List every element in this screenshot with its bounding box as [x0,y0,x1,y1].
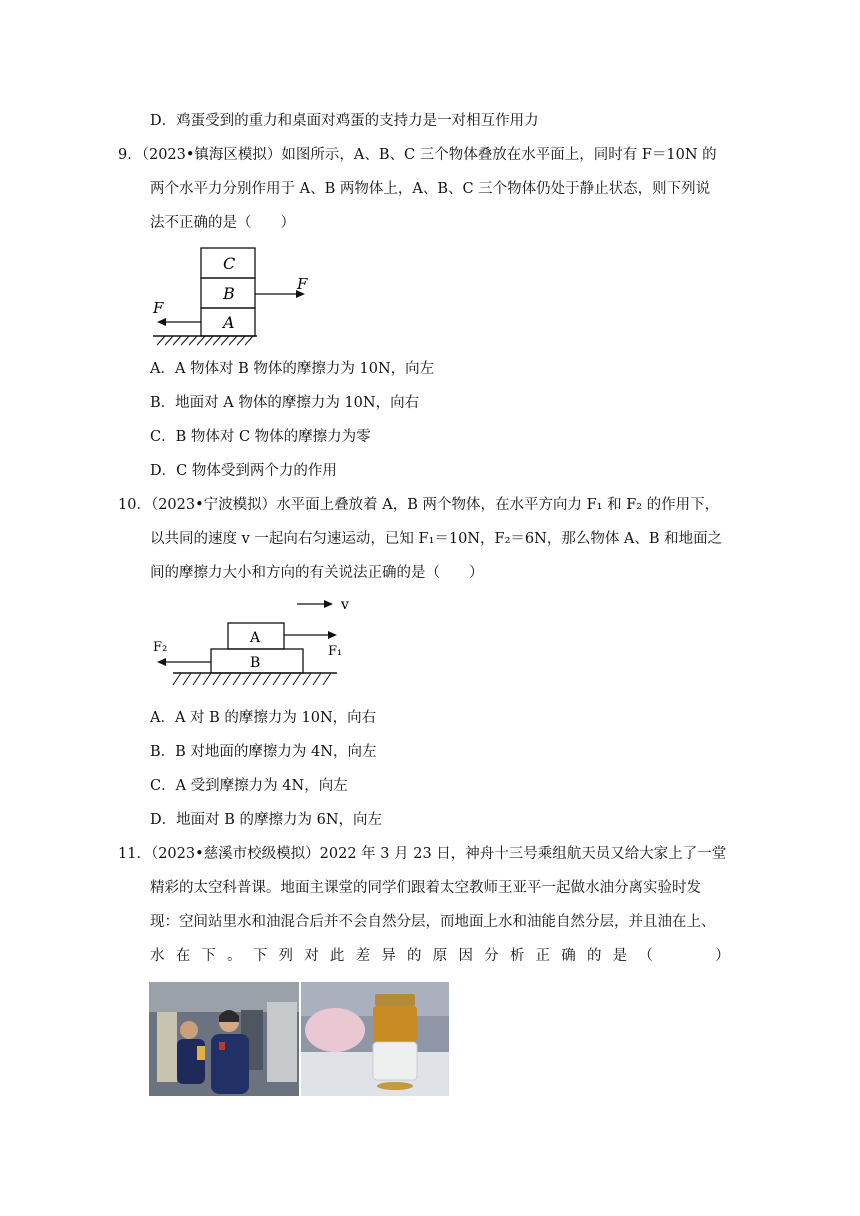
q9-option-c: C．B 物体对 C 物体的摩擦力为零 [150,429,371,445]
ground-hatch [173,673,331,685]
q9-stem-line3: 法不正确的是（ ） [150,215,295,231]
q11-stem-line3: 现：空间站里水和油混合后并不会自然分层，而地面上水和油能自然分层，并且油在上、 [150,914,716,930]
q10-stem-line2: 以共同的速度 v 一起向右匀速运动，已知 F₁＝10N，F₂＝6N，那么物体 A、B 和地面之 [150,531,723,547]
q10-option-b: B．B 对地面的摩擦力为 4N，向左 [150,744,377,760]
q9-figure-stacked-blocks [145,243,325,353]
q11-stem-line2: 精彩的太空科普课。地面主课堂的同学们跟着太空教师王亚平一起做水油分离实验时发 [150,880,701,896]
q10-option-a: A．A 对 B 的摩擦力为 10N，向右 [150,710,377,726]
arrow-right-icon [328,631,337,639]
q9-stem-line2: 两个水平力分别作用于 A、B 两物体上，A、B、C 三个物体仍处于静止状态，则下列说 [150,181,711,197]
label-a: A [250,630,261,646]
label-a: A [223,313,235,332]
q8-option-d: D．鸡蛋受到的重力和桌面对鸡蛋的支持力是一对相互作用力 [150,113,539,129]
q9-option-d: D．C 物体受到两个力的作用 [150,463,337,479]
q11-experiment-photo [149,982,449,1096]
label-f1: F₁ [328,644,343,659]
label-v: v [341,597,349,613]
q9-option-a: A．A 物体对 B 物体的摩擦力为 10N，向左 [150,361,435,377]
label-b: B [223,284,235,303]
velocity-arrow-icon [324,600,333,608]
q10-figure-blocks [145,593,365,693]
q9-option-b: B．地面对 A 物体的摩擦力为 10N，向右 [150,395,420,411]
label-f-left: F [153,299,164,317]
q10-option-d: D．地面对 B 的摩擦力为 6N，向左 [150,812,383,828]
arrow-left-icon [157,658,166,666]
q11-stem-line1: 11．（2023•慈溪市校级模拟）2022 年 3 月 23 日，神舟十三号乘组航天员又给大家上了一堂 [118,846,727,862]
label-b: B [250,655,261,671]
q10-stem-line1: 10．（2023•宁波模拟）水平面上叠放着 A，B 两个物体，在水平方向力 F₁ 和 F₂ 的作用下， [118,497,720,513]
q10-stem-line3: 间的摩擦力大小和方向的有关说法正确的是（ ） [150,565,484,581]
q9-stem-line1: 9．（2023•镇海区模拟）如图所示，A、B、C 三个物体叠放在水平面上，同时有 F＝10N 的 [118,147,717,163]
q11-stem-line4: 水 在 下 。 下 列 对 此 差 异 的 原 因 分 析 正 确 的 是 （ ） [150,948,730,964]
label-f-right: F [297,275,308,293]
q10-option-c: C．A 受到摩擦力为 4N，向左 [150,778,348,794]
ground-hatch [157,336,253,345]
label-c: C [223,254,236,273]
label-f2: F₂ [153,640,168,655]
arrow-left-icon [157,318,166,326]
